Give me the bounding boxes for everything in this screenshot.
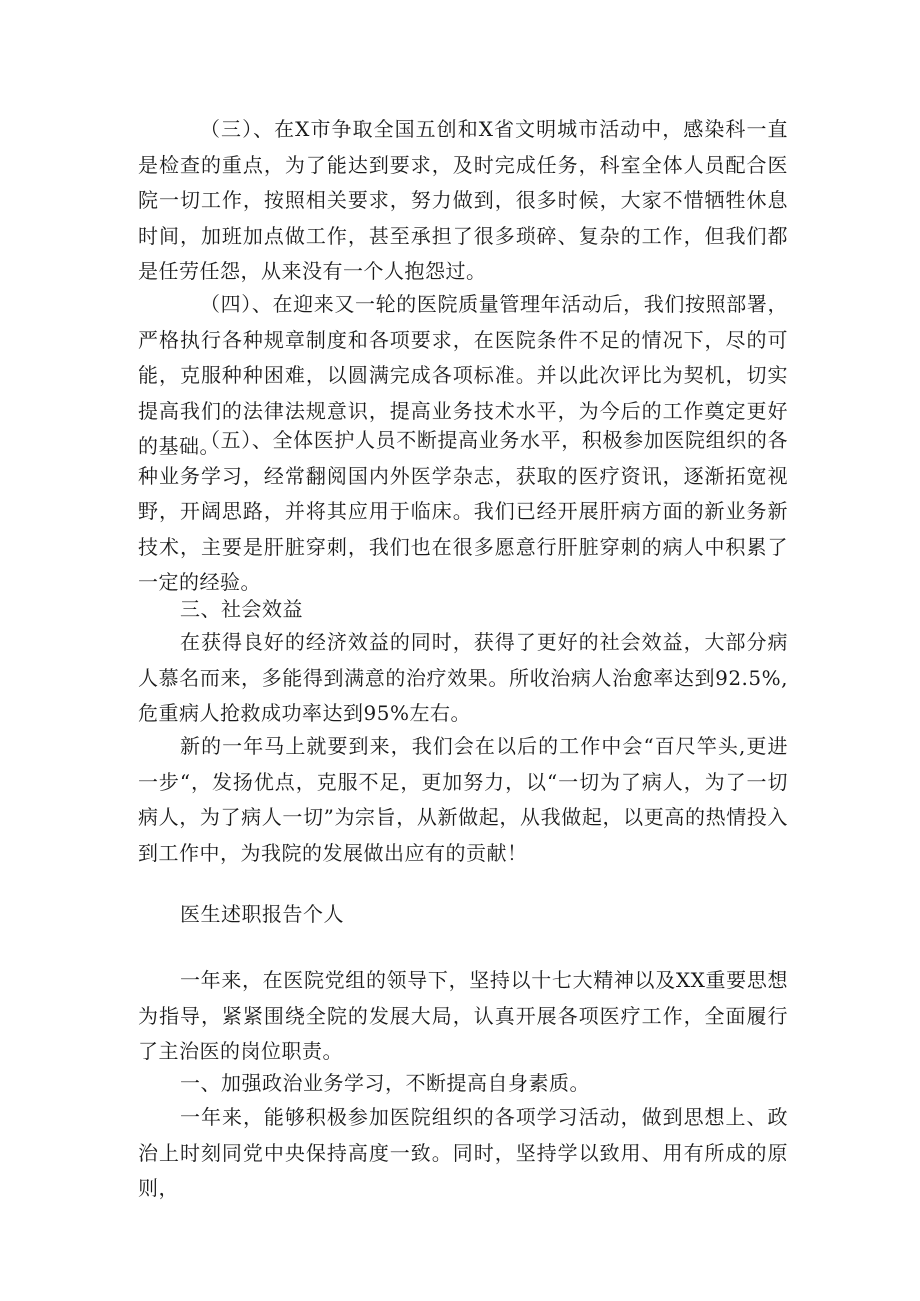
report-title	[138, 897, 788, 933]
paragraph-professional-learning	[138, 423, 788, 601]
paragraph-infection-dept-campaign	[138, 112, 788, 290]
paragraph-year-summary	[138, 963, 788, 1070]
paragraph-text: （三）、在X市争取全国五创和X省文明城市活动中，感染科一直是检查的重点，为了能达到要求，及时完成任务，科室全体人员配合医院一切工作，按照相关要求，努力做到，很多时候，大家不惜牺牲休息时间，加班加点做工作，甚至承担了很多琐碎、复杂的工作，但我们都是任劳任怨，从来没有一个人抱怨过。	[138, 117, 788, 283]
paragraph-text: 在获得良好的经济效益的同时，获得了更好的社会效益，大部分病人慕名而来，多能得到满意的治疗效果。所收治病人治愈率达到92.5%,危重病人抢救成功率达到95%左右。	[138, 630, 788, 725]
section-heading-social-benefit	[138, 592, 788, 628]
title-text: 医生述职报告个人	[180, 902, 344, 926]
paragraph-text: （四）、在迎来又一轮的医院质量管理年活动后，我们按照部署，严格执行各种规章制度和各项要求，在医院条件不足的情况下，尽的可能，克服种种困难，以圆满完成各项标准。并以此次评比为契机，切实提高我们的法律法规意识，提高业务技术水平，为今后的工作奠定更好的基础。	[138, 292, 788, 458]
heading-text: 三、社会效益	[180, 597, 303, 621]
paragraph-text: 一年来，在医院党组的领导下，坚持以十七大精神以及XX重要思想为指导，紧紧围绕全院的发展大局，认真开展各项医疗工作，全面履行了主治医的岗位职责。	[138, 968, 788, 1063]
paragraph-text: （五）、全体医护人员不断提高业务水平，积极参加医院组织的各种业务学习，经常翻阅国内外医学杂志，获取的医疗资讯，逐渐拓宽视野，开阔思路，并将其应用于临床。我们已经开展肝病方面的新业务新技术，主要是肝脏穿刺，我们也在很多愿意行肝脏穿刺的病人中积累了一定的经验。	[138, 428, 788, 594]
paragraph-study-activities	[138, 1100, 788, 1207]
heading-text: 一、加强政治业务学习，不断提高自身素质。	[180, 1071, 590, 1095]
paragraph-text: 一年来，能够积极参加医院组织的各项学习活动，做到思想上、政治上时刻同党中央保持高度一致。同时，坚持学以致用、用有所成的原则，	[138, 1105, 788, 1200]
paragraph-text: 新的一年马上就要到来，我们会在以后的工作中会“百尺竿头,更进一步“，发扬优点，克服不足，更加努力，以“一切为了病人，为了一切病人，为了病人一切”为宗旨，从新做起，从我做起，以更高的热情投入到工作中，为我院的发展做出应有的贡献！	[138, 734, 788, 865]
paragraph-social-benefit	[138, 625, 788, 732]
section-heading-political-study	[138, 1066, 788, 1102]
paragraph-new-year-outlook	[138, 729, 788, 871]
